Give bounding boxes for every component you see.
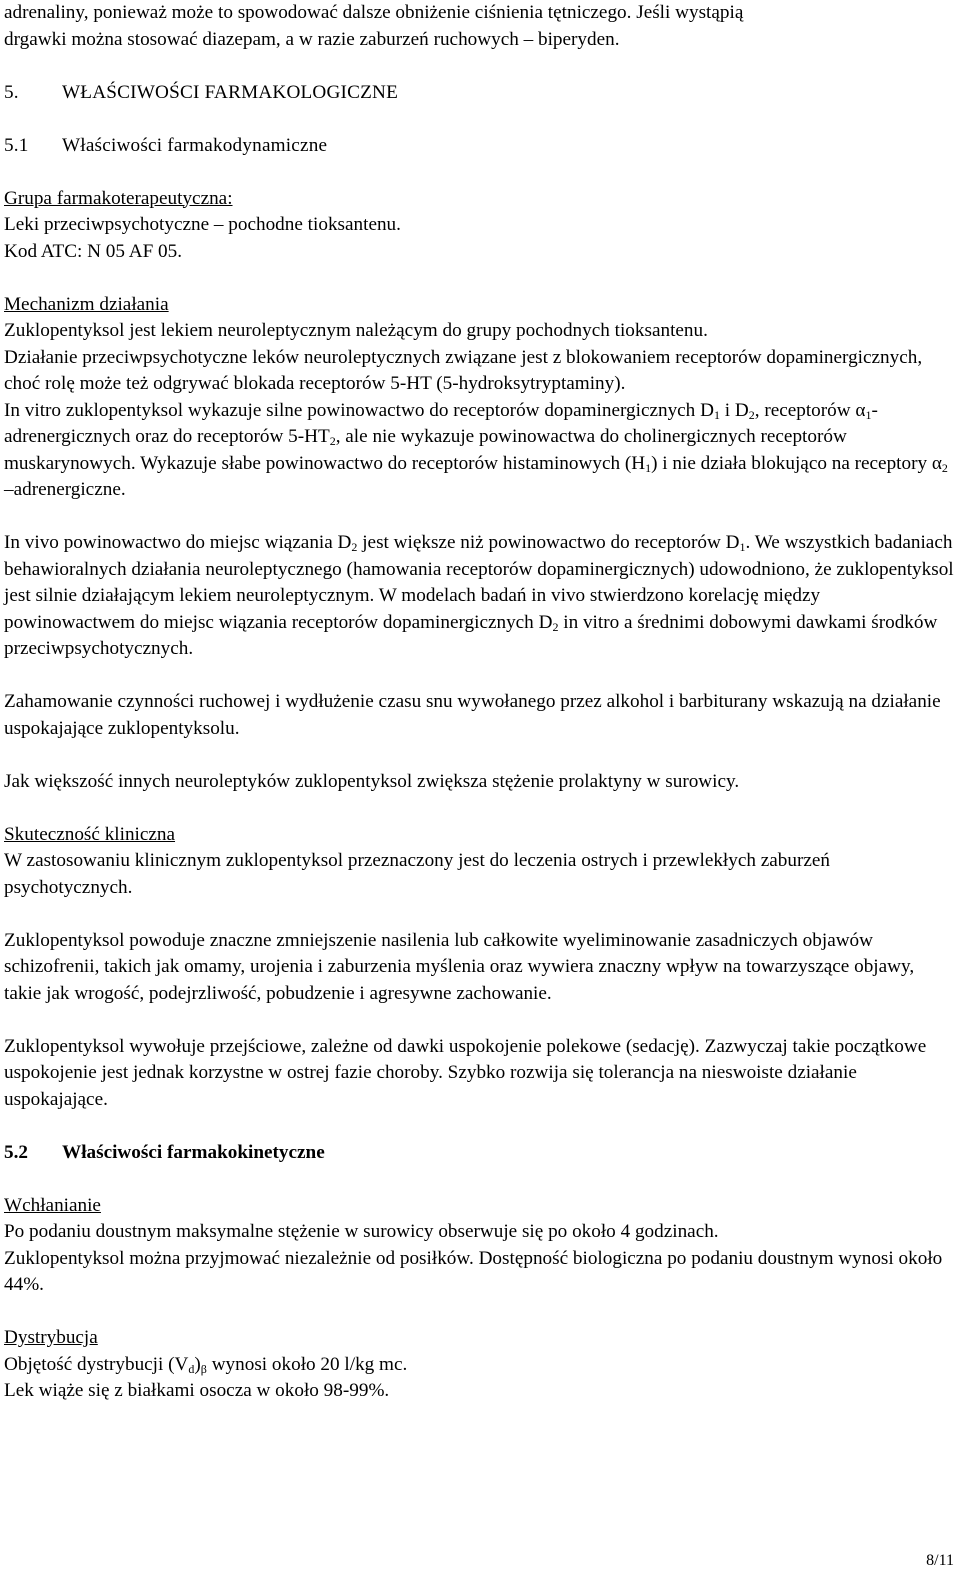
page-number: 8/11 (926, 1552, 954, 1569)
distribution-heading: Dystrybucja (4, 1327, 98, 1348)
section-5-2-title: Właściwości farmakokinetyczne (62, 1141, 325, 1163)
document-page (4, 0, 954, 1405)
distribution-paragraph-2: Lek wiąże się z białkami osocza w około 98-99%. (4, 1380, 390, 1401)
section-5-2-number: 5.2 (4, 1141, 28, 1163)
clinical-efficacy-paragraph-3: Zuklopentyksol wywołuje przejściowe, zależne od dawki uspokojenie polekowe (sedację). Zazwyczaj takie początkowe uspokojenie jest jednak korzystne w ostrej fazie choroby. Szybko rozwija się tolerancja na nieswoiste działanie uspokajające. (4, 1035, 927, 1110)
intro-line-1: adrenaliny, ponieważ może to spowodować dalsze obniżenie ciśnienia tętniczego. Jeśli wystąpią (4, 2, 744, 23)
mechanism-paragraph-3: In vitro zuklopentyksol wykazuje silne powinowactwo do receptorów dopaminergicznych $D_1$ i $D_2$, receptorów $\alpha_1-$ adrenergicznych oraz do receptorów $5-HT_2$, ale nie wykazuje powinowactwa do cholinergicznych receptorów muskarynowych. Wykazuje słabe powinowactwo do receptorów histaminowych $(H_1)$ i nie działa blokująco na receptory $\alpha_2$ –adrenergiczne. (4, 399, 948, 500)
clinical-efficacy-paragraph-2: Zuklopentyksol powoduje znaczne zmniejszenie nasilenia lub całkowite wyeliminowanie zasadniczych objawów schizofrenii, takich jak omamy, urojenia i zaburzenia myślenia oraz wywiera znaczny wpływ na towarzyszące objawy, takie jak wrogość, podejrzliwość, pobudzenie i agresywne zachowanie. (4, 929, 915, 1004)
mechanism-paragraph-1: Zuklopentyksol jest lekiem neuroleptycznym należącym do grupy pochodnych tioksantenu. (4, 320, 708, 341)
absorption-paragraph-1: Po podaniu doustnym maksymalne stężenie w surowicy obserwuje się po około 4 godzinach. (4, 1221, 719, 1242)
motor-inhibition-paragraph: Zahamowanie czynności ruchowej i wydłużenie czasu snu wywołanego przez alkohol i barbiturany wskazują na działanie uspokajające zuklopentyksolu. (4, 691, 941, 739)
in-vivo-paragraph: In vivo powinowactwo do miejsc wiązania $D_2$ jest większe niż powinowactwo do receptorów $D_1$. We wszystkich badaniach behawioralnych działania neuroleptycznego (hamowania receptorów dopaminergicznych) udowodniono, że zuklopentyksol jest silnie działającym lekiem neuroleptycznym. W modelach badań in vivo stwierdzono korelację między powinowactwem do miejsc wiązania receptorów dopaminergicznych $D_2$ in vitro a średnimi dobowymi dawkami środków przeciwpsychotycznych. (4, 532, 954, 659)
intro-line-2: drgawki można stosować diazepam, a w razie zaburzeń ruchowych – biperyden. (4, 28, 620, 50)
section-5-heading (4, 80, 954, 107)
clinical-efficacy-paragraph-1: W zastosowaniu klinicznym zuklopentyksol przeznaczony jest do leczenia ostrych i przewlekłych zaburzeń psychotycznych. (4, 850, 830, 898)
group-value: Leki przeciwpsychotyczne – pochodne tioksantenu. (4, 214, 401, 235)
prolactin-paragraph: Jak większość innych neuroleptyków zuklopentyksol zwiększa stężenie prolaktyny w surowicy. (4, 770, 740, 792)
section-5-number: 5. (4, 81, 19, 103)
clinical-efficacy-heading: Skuteczność kliniczna (4, 823, 176, 845)
distribution-paragraph-1: Objętość dystrybucji $(V_d)_\beta$ wynosi około 20 l/kg mc. (4, 1353, 408, 1376)
absorption-paragraph-2: Zuklopentyksol można przyjmować niezależnie od posiłków. Dostępność biologiczna po podaniu doustnym wynosi około 44%. (4, 1247, 943, 1295)
section-5-1-number: 5.1 (4, 134, 29, 156)
mechanism-paragraph-2: Działanie przeciwpsychotyczne leków neuroleptycznych związane jest z blokowaniem receptorów dopaminergicznych, choć rolę może też odgrywać blokada receptorów 5-HT (5-hydroksytryptaminy). (4, 346, 923, 394)
absorption-heading: Wchłanianie (4, 1194, 101, 1216)
group-label: Grupa farmakoterapeutyczna: (4, 187, 233, 209)
section-5-1-heading (4, 133, 954, 160)
section-5-1-title: Właściwości farmakodynamiczne (62, 134, 328, 156)
mechanism-heading: Mechanizm działania (4, 293, 169, 315)
section-5-2-heading (4, 1140, 954, 1167)
atc-code: Kod ATC: N 05 AF 05. (4, 240, 183, 262)
section-5-title: WŁAŚCIWOŚCI FARMAKOLOGICZNE (62, 81, 399, 103)
